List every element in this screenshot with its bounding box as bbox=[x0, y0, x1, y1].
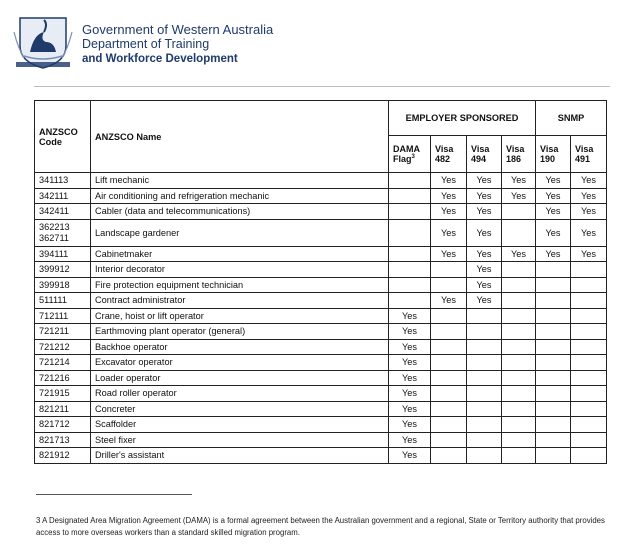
v186-cell bbox=[502, 432, 536, 448]
dama-cell: Yes bbox=[389, 401, 431, 417]
v186-cell: Yes bbox=[502, 188, 536, 204]
v482-cell bbox=[431, 277, 467, 293]
dama-cell bbox=[389, 262, 431, 278]
anzsco-name-cell: Lift mechanic bbox=[91, 173, 389, 189]
anzsco-code-cell: 342411 bbox=[35, 204, 91, 220]
table-row bbox=[35, 417, 607, 433]
anzsco-name-cell: Concreter bbox=[91, 401, 389, 417]
dama-cell bbox=[389, 293, 431, 309]
v186-cell bbox=[502, 308, 536, 324]
v494-cell: Yes bbox=[467, 262, 502, 278]
v190-cell bbox=[536, 293, 571, 309]
v491-cell bbox=[571, 308, 607, 324]
header-visa-491: Visa 491 bbox=[571, 136, 607, 173]
anzsco-code-cell: 721211 bbox=[35, 324, 91, 340]
header-visa-482: Visa 482 bbox=[431, 136, 467, 173]
table-row bbox=[35, 308, 607, 324]
v491-cell bbox=[571, 324, 607, 340]
v190-cell: Yes bbox=[536, 246, 571, 262]
dama-cell: Yes bbox=[389, 417, 431, 433]
table-row bbox=[35, 188, 607, 204]
anzsco-name-cell: Cabinetmaker bbox=[91, 246, 389, 262]
anzsco-name-cell: Earthmoving plant operator (general) bbox=[91, 324, 389, 340]
table-row bbox=[35, 324, 607, 340]
v190-cell: Yes bbox=[536, 188, 571, 204]
table-row bbox=[35, 339, 607, 355]
dama-cell bbox=[389, 173, 431, 189]
table-row bbox=[35, 432, 607, 448]
v186-cell: Yes bbox=[502, 246, 536, 262]
v494-cell bbox=[467, 339, 502, 355]
v482-cell bbox=[431, 417, 467, 433]
header-anzsco-name: ANZSCO Name bbox=[91, 101, 389, 173]
anzsco-name-cell: Interior decorator bbox=[91, 262, 389, 278]
table-row bbox=[35, 401, 607, 417]
v491-cell bbox=[571, 401, 607, 417]
table-row bbox=[35, 173, 607, 189]
dama-cell bbox=[389, 246, 431, 262]
v482-cell: Yes bbox=[431, 173, 467, 189]
dama-cell: Yes bbox=[389, 339, 431, 355]
anzsco-code-cell: 821713 bbox=[35, 432, 91, 448]
dama-cell: Yes bbox=[389, 432, 431, 448]
v494-cell bbox=[467, 448, 502, 464]
anzsco-name-cell: Backhoe operator bbox=[91, 339, 389, 355]
v494-cell bbox=[467, 370, 502, 386]
v482-cell bbox=[431, 262, 467, 278]
v190-cell bbox=[536, 370, 571, 386]
header-anzsco-code: ANZSCO Code bbox=[35, 101, 91, 173]
v482-cell bbox=[431, 308, 467, 324]
v482-cell: Yes bbox=[431, 246, 467, 262]
v190-cell bbox=[536, 417, 571, 433]
dama-cell: Yes bbox=[389, 370, 431, 386]
anzsco-code: 362213 bbox=[39, 221, 70, 232]
v494-cell bbox=[467, 386, 502, 402]
v491-cell bbox=[571, 277, 607, 293]
v190-cell bbox=[536, 448, 571, 464]
anzsco-name-cell: Road roller operator bbox=[91, 386, 389, 402]
v482-cell bbox=[431, 386, 467, 402]
v186-cell bbox=[502, 370, 536, 386]
v190-cell: Yes bbox=[536, 173, 571, 189]
v190-cell bbox=[536, 339, 571, 355]
anzsco-code-cell: 712111 bbox=[35, 308, 91, 324]
v491-cell: Yes bbox=[571, 246, 607, 262]
anzsco-code-cell: 821211 bbox=[35, 401, 91, 417]
v491-cell bbox=[571, 293, 607, 309]
v186-cell bbox=[502, 219, 536, 246]
v186-cell bbox=[502, 262, 536, 278]
dama-cell bbox=[389, 277, 431, 293]
anzsco-code-cell: 511111 bbox=[35, 293, 91, 309]
table-row bbox=[35, 204, 607, 220]
anzsco-name-cell: Air conditioning and refrigeration mechanic bbox=[91, 188, 389, 204]
table-row bbox=[35, 293, 607, 309]
v494-cell bbox=[467, 308, 502, 324]
dama-footnote-ref: 3 bbox=[411, 154, 415, 160]
v190-cell bbox=[536, 324, 571, 340]
v494-cell: Yes bbox=[467, 173, 502, 189]
anzsco-code-cell: 399918 bbox=[35, 277, 91, 293]
v491-cell bbox=[571, 370, 607, 386]
org-line-2: Department of Training bbox=[82, 37, 210, 51]
header-visa-190: Visa 190 bbox=[536, 136, 571, 173]
v186-cell bbox=[502, 417, 536, 433]
anzsco-code-cell: 394111 bbox=[35, 246, 91, 262]
v482-cell: Yes bbox=[431, 188, 467, 204]
v494-cell: Yes bbox=[467, 293, 502, 309]
v190-cell bbox=[536, 355, 571, 371]
anzsco-code-cell: 341113 bbox=[35, 173, 91, 189]
header-visa-186: Visa 186 bbox=[502, 136, 536, 173]
table-row bbox=[35, 386, 607, 402]
v494-cell bbox=[467, 401, 502, 417]
dama-cell bbox=[389, 204, 431, 220]
v482-cell bbox=[431, 324, 467, 340]
v186-cell bbox=[502, 324, 536, 340]
v494-cell: Yes bbox=[467, 246, 502, 262]
v482-cell bbox=[431, 432, 467, 448]
v190-cell bbox=[536, 386, 571, 402]
v186-cell bbox=[502, 204, 536, 220]
organisation-name bbox=[82, 22, 273, 67]
v186-cell bbox=[502, 448, 536, 464]
anzsco-name-cell: Driller's assistant bbox=[91, 448, 389, 464]
v494-cell bbox=[467, 432, 502, 448]
v186-cell bbox=[502, 277, 536, 293]
anzsco-name-cell: Loader operator bbox=[91, 370, 389, 386]
anzsco-code-cell: 721212 bbox=[35, 339, 91, 355]
v190-cell bbox=[536, 277, 571, 293]
v482-cell: Yes bbox=[431, 293, 467, 309]
v491-cell bbox=[571, 355, 607, 371]
anzsco-name-cell: Scaffolder bbox=[91, 417, 389, 433]
dama-flag-label: DAMA Flag bbox=[393, 144, 420, 164]
v494-cell: Yes bbox=[467, 204, 502, 220]
v491-cell: Yes bbox=[571, 188, 607, 204]
table-row bbox=[35, 448, 607, 464]
v494-cell bbox=[467, 324, 502, 340]
occupation-table bbox=[34, 100, 607, 464]
header-divider bbox=[34, 86, 610, 87]
v491-cell: Yes bbox=[571, 173, 607, 189]
dama-cell: Yes bbox=[389, 355, 431, 371]
footnote: 3 A Designated Area Migration Agreement (DAMA) is a formal agreement between the Australian government and a regional, State or Territory authority that provides access to more overseas workers than a standard skilled migration program. bbox=[36, 516, 605, 537]
dama-cell: Yes bbox=[389, 308, 431, 324]
header-visa-494: Visa 494 bbox=[467, 136, 502, 173]
table-row bbox=[35, 370, 607, 386]
v190-cell bbox=[536, 262, 571, 278]
v491-cell bbox=[571, 386, 607, 402]
org-line-3: and Workforce Development bbox=[82, 53, 238, 65]
dama-cell bbox=[389, 219, 431, 246]
header-snmp: SNMP bbox=[536, 101, 607, 136]
v186-cell bbox=[502, 401, 536, 417]
v186-cell: Yes bbox=[502, 173, 536, 189]
dama-cell: Yes bbox=[389, 448, 431, 464]
anzsco-code-cell: 721214 bbox=[35, 355, 91, 371]
header-dama-flag bbox=[389, 136, 431, 173]
v186-cell bbox=[502, 386, 536, 402]
v190-cell: Yes bbox=[536, 219, 571, 246]
v482-cell bbox=[431, 448, 467, 464]
dama-cell: Yes bbox=[389, 386, 431, 402]
header-employer-sponsored: EMPLOYER SPONSORED bbox=[389, 101, 536, 136]
v482-cell bbox=[431, 401, 467, 417]
dama-cell: Yes bbox=[389, 324, 431, 340]
anzsco-name-cell: Landscape gardener bbox=[91, 219, 389, 246]
v491-cell bbox=[571, 339, 607, 355]
v186-cell bbox=[502, 293, 536, 309]
v482-cell: Yes bbox=[431, 204, 467, 220]
org-line-1: Government of Western Australia bbox=[82, 22, 274, 37]
v494-cell bbox=[467, 355, 502, 371]
table-row bbox=[35, 246, 607, 262]
dama-cell bbox=[389, 188, 431, 204]
v491-cell bbox=[571, 417, 607, 433]
v186-cell bbox=[502, 355, 536, 371]
anzsco-code-cell: 342111 bbox=[35, 188, 91, 204]
table-row bbox=[35, 262, 607, 278]
v494-cell bbox=[467, 417, 502, 433]
v190-cell bbox=[536, 308, 571, 324]
footnote-separator bbox=[36, 494, 192, 495]
v491-cell bbox=[571, 448, 607, 464]
table-row bbox=[35, 219, 607, 246]
anzsco-name-cell: Crane, hoist or lift operator bbox=[91, 308, 389, 324]
anzsco-name-cell: Contract administrator bbox=[91, 293, 389, 309]
v482-cell bbox=[431, 339, 467, 355]
v494-cell: Yes bbox=[467, 219, 502, 246]
anzsco-name-cell: Steel fixer bbox=[91, 432, 389, 448]
v494-cell: Yes bbox=[467, 277, 502, 293]
v186-cell bbox=[502, 339, 536, 355]
v494-cell: Yes bbox=[467, 188, 502, 204]
anzsco-name-cell: Excavator operator bbox=[91, 355, 389, 371]
table-row bbox=[35, 355, 607, 371]
v491-cell: Yes bbox=[571, 204, 607, 220]
anzsco-code-cell: 721216 bbox=[35, 370, 91, 386]
anzsco-code-cell: 821912 bbox=[35, 448, 91, 464]
table-row bbox=[35, 277, 607, 293]
anzsco-code-cell bbox=[35, 219, 91, 246]
v482-cell bbox=[431, 370, 467, 386]
v190-cell bbox=[536, 401, 571, 417]
v482-cell bbox=[431, 355, 467, 371]
anzsco-name-cell: Cabler (data and telecommunications) bbox=[91, 204, 389, 220]
anzsco-code-cell: 399912 bbox=[35, 262, 91, 278]
wa-crest-logo bbox=[10, 12, 76, 70]
v190-cell bbox=[536, 432, 571, 448]
anzsco-code-cell: 821712 bbox=[35, 417, 91, 433]
v482-cell: Yes bbox=[431, 219, 467, 246]
v491-cell bbox=[571, 432, 607, 448]
anzsco-code-secondary: 362711 bbox=[39, 232, 69, 243]
v190-cell: Yes bbox=[536, 204, 571, 220]
letterhead bbox=[6, 12, 306, 72]
anzsco-code-cell: 721915 bbox=[35, 386, 91, 402]
v491-cell bbox=[571, 262, 607, 278]
anzsco-name-cell: Fire protection equipment technician bbox=[91, 277, 389, 293]
v491-cell: Yes bbox=[571, 219, 607, 246]
